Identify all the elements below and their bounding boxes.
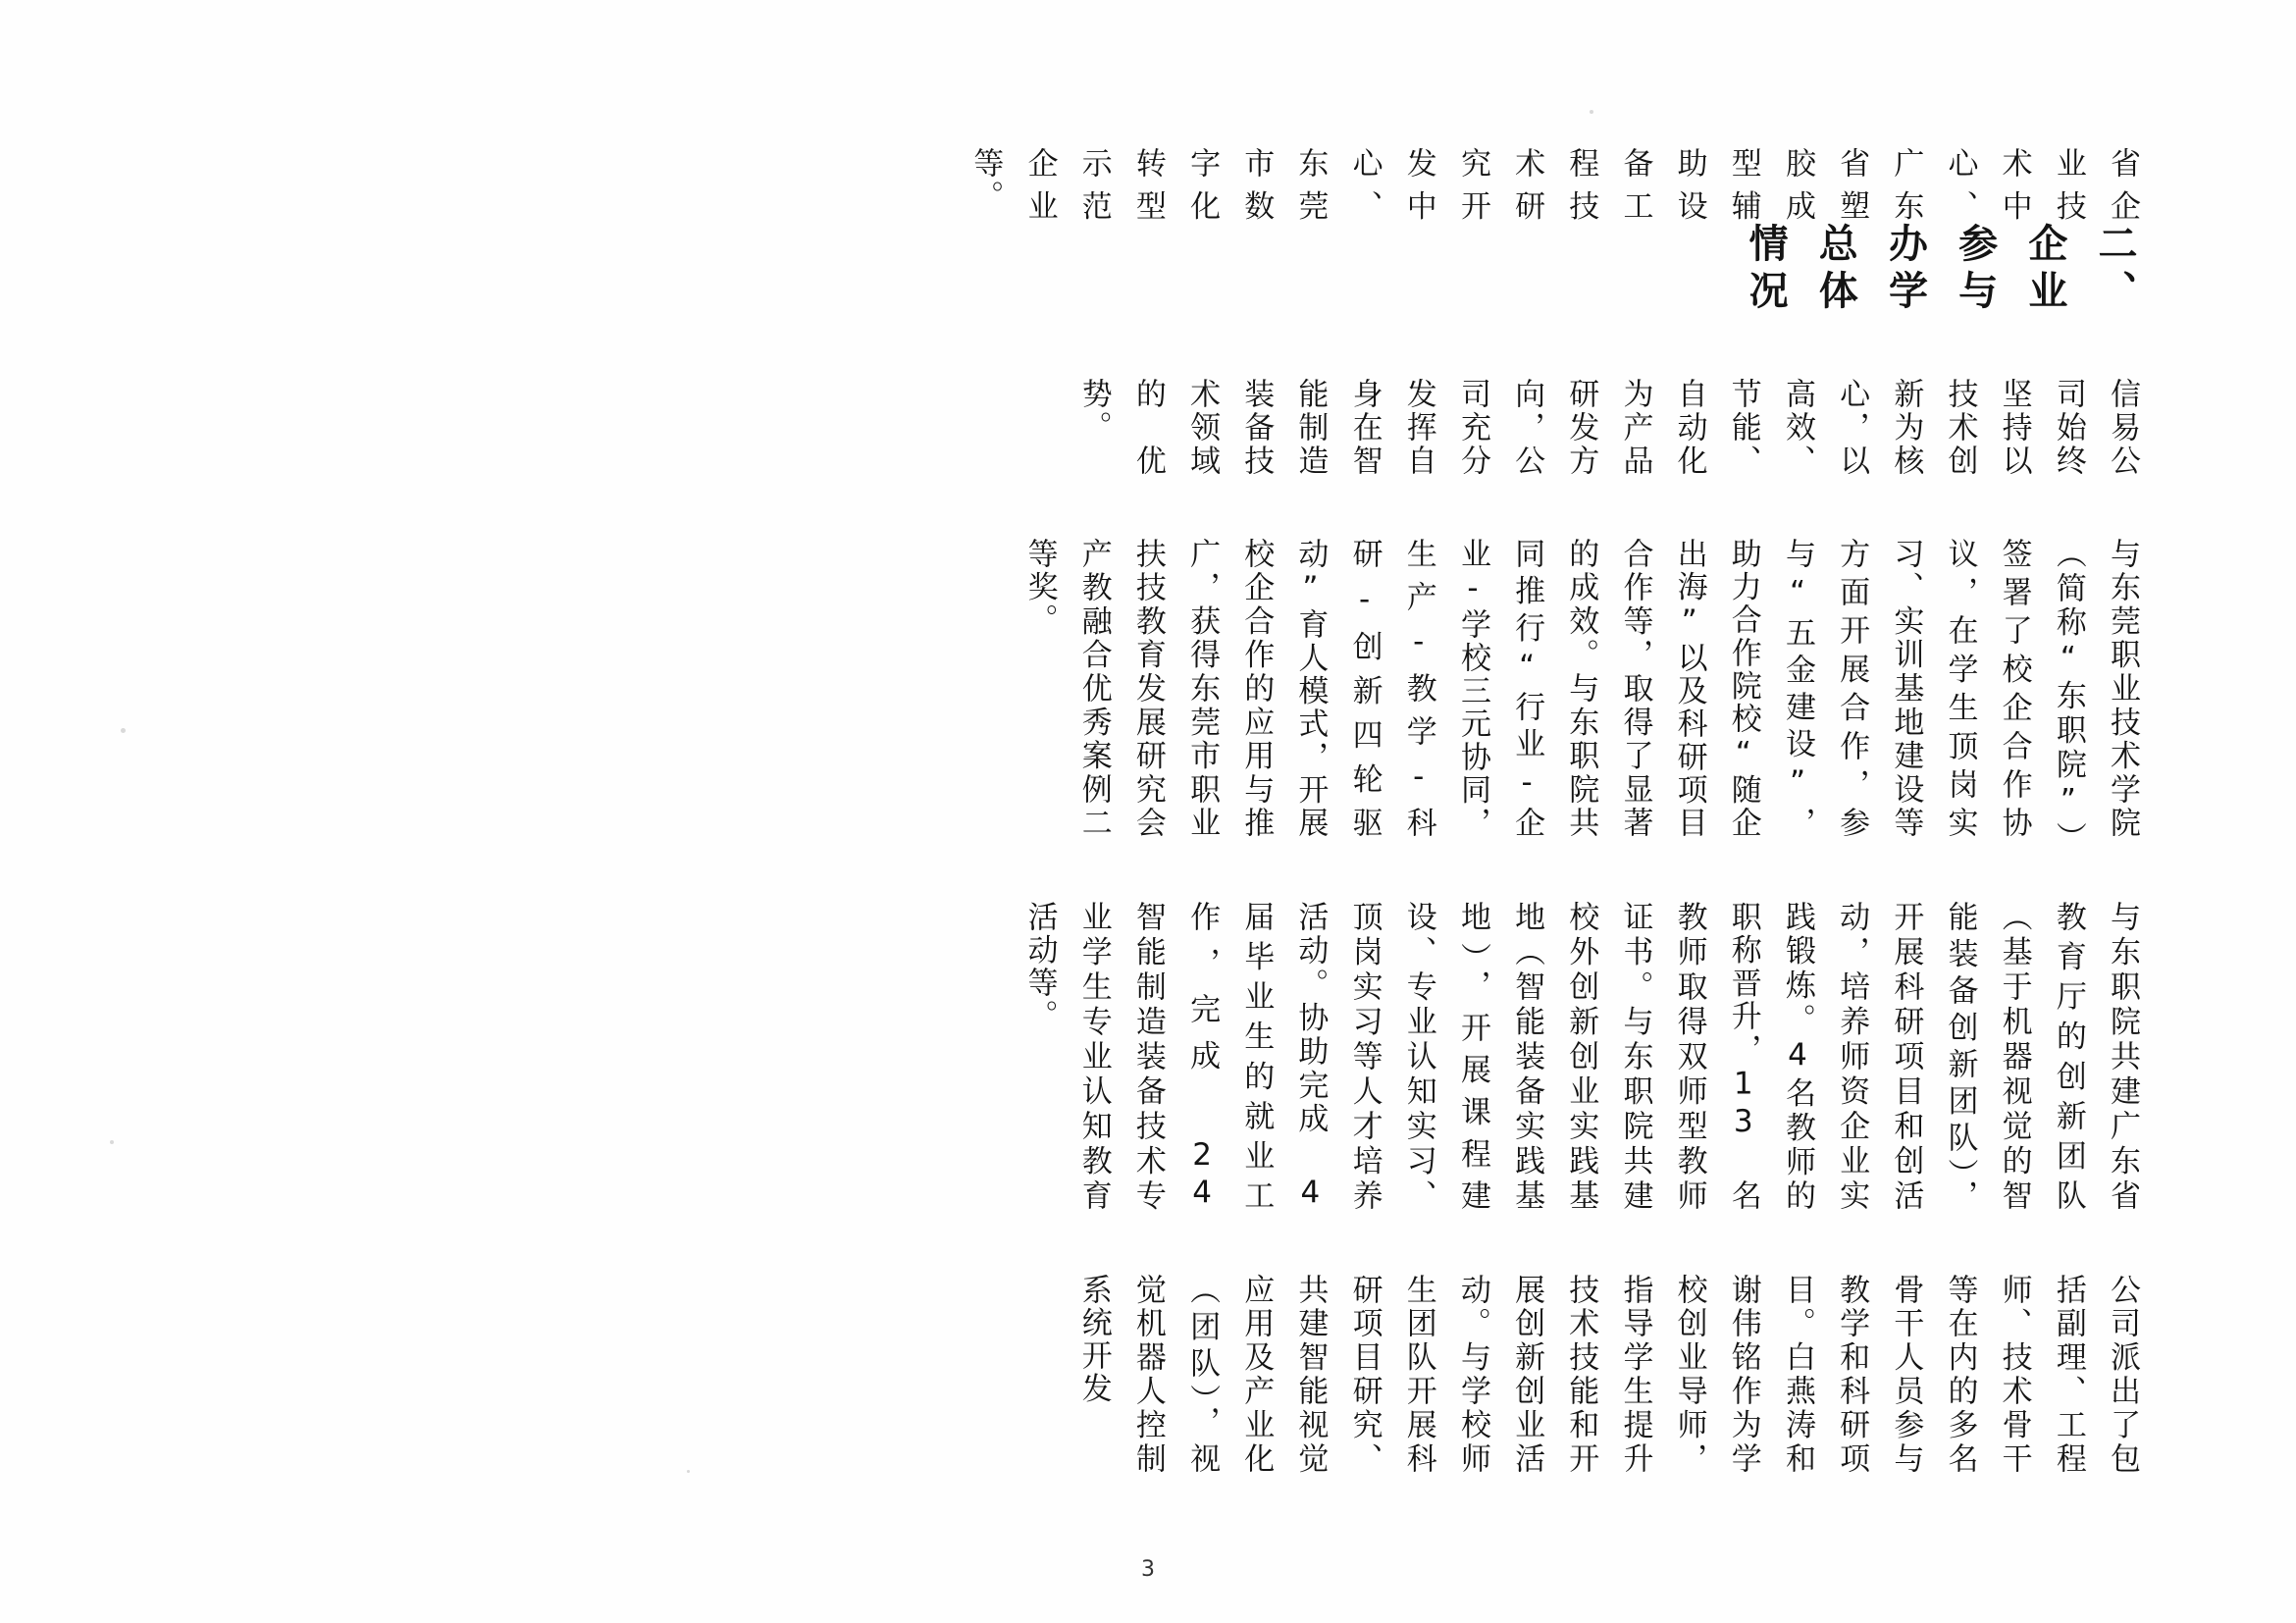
paragraph-staff-dispatch: 公司派出了包括副理、工程师、技术骨干等在内的多名骨干人员参与教学和科研项目。白燕涛和谢伟铭作为学校创业导师，指导学生提升技术技能和开展创新创业活动。与学校师生团队开展科研项目研究、共建智能视觉应用及产业化（团队），视觉机器人控制系统开发	[1075, 1274, 2140, 1476]
page-number: 3	[1141, 1557, 1155, 1582]
document-text-body	[186, 147, 2149, 1476]
paragraph-school-cooperation: 与东莞职业技术学院（简称“东职院”）签署了校企合作协议，在学生顶岗实习、实训基地建设等方面开展合作，参与“五金建设”，助力合作院校“随企出海”以及科研项目合作等，取得了显著的成效。与东职院共同推行“行业-企业-学校三元协同，生产-教学-科研-创新四轮驱动”育人模式，开展校企合作的应用与推广，获得东莞市职业扶技教育发展研究会产教融合优秀案例二等奖。	[1021, 538, 2140, 841]
scan-speck	[1590, 110, 1593, 114]
paragraph-intro: 省企业技术中心、广东省塑胶成型辅助设备工程技术研究开发中心、东莞市数字化转型示范企业等。	[967, 147, 2140, 223]
paragraph-innovation-team: 与东职院共建广东省教育厅的创新团队（基于机器视觉的智能装备创新团队），开展科研项目和创活动，培养师资企业实践锻炼。4名教师的职称晋升，13 名教师取得双师型教师证书。与东职院共建校外创新创业实践基地（智能装备实践基地），开展课程建设、专业认知实习、顶岗实习等人才培养活动。协助完成 4 届毕业生的就业工作，完成 24 智能制造装备技术专业学生专业认知教育活动等。	[1021, 901, 2140, 1214]
scan-speck	[121, 728, 126, 733]
scan-speck	[110, 1140, 114, 1144]
section-heading-2: 二、企业参与办学总体情况	[1743, 223, 2137, 317]
paragraph-company-core: 信易公司始终坚持以技术创新为核心，以高效、节能、自动化为产品研发方向，公司充分发挥自身在智能制造装备技术领域的优势。	[1075, 378, 2140, 478]
